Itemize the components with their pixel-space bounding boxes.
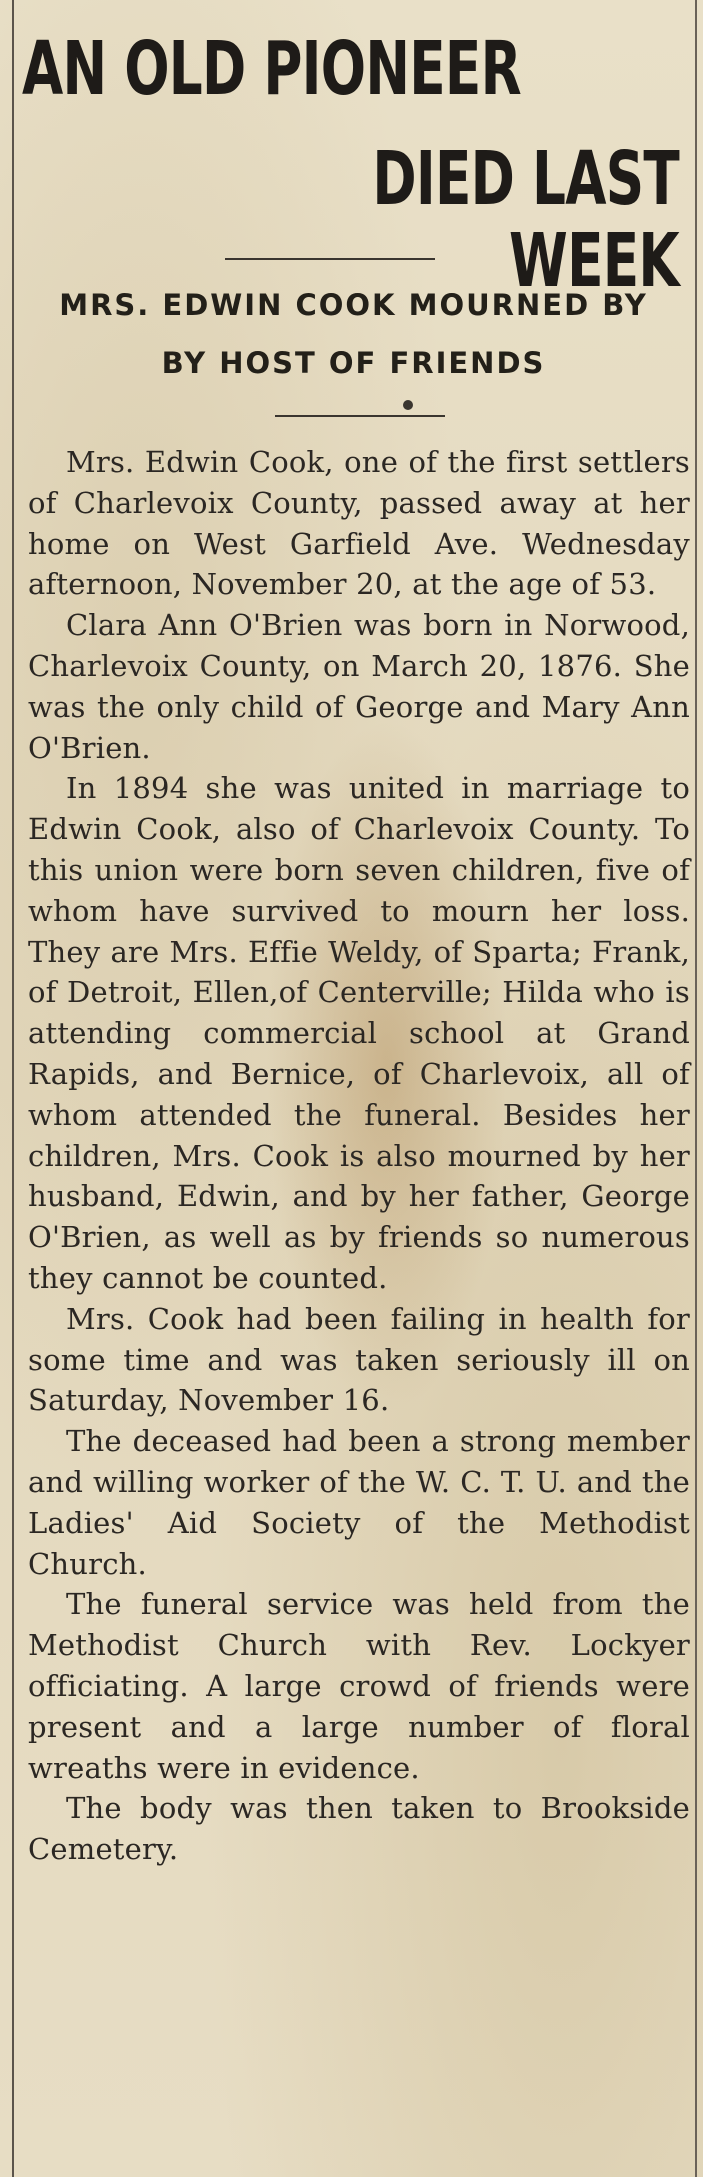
article-paragraph: In 1894 she was united in marriage to Edwin Cook, also of Charlevoix County. To this union were born seven children, five of whom have survived to mourn her loss. They are Mrs. Effie Weldy, of Sparta; Frank, of Detroit, Ellen,of Centerville; Hilda who is attending commercial school at Grand Rapids, and Bernice, of Charlevoix, all of whom attended the funeral. Besides her children, Mrs. Cook is also mourned by her husband, Edwin, and by her father, George O'Brien, as well as by friends so numerous they cannot be counted. [28, 771, 690, 1295]
subheadline-divider [275, 415, 445, 417]
article-paragraph: Clara Ann O'Brien was born in Norwood, Charlevoix County, on March 20, 1876. She was the only child of George and Mary Ann O'Brien. [28, 608, 690, 765]
article-paragraph: The funeral service was held from the Methodist Church with Rev. Lockyer officiating. A large crowd of friends were present and a large number of floral wreaths were in evidence. [28, 1587, 690, 1785]
article-body [28, 442, 690, 1870]
subheadline-line-1: MRS. EDWIN COOK MOURNED BY [59, 288, 648, 322]
column-rule-right [695, 0, 697, 2177]
subheadline-line-2: BY HOST OF FRIENDS [161, 346, 546, 380]
article-paragraph: The body was then taken to Brookside Cemetery. [28, 1791, 690, 1867]
ornament-dot [403, 400, 413, 410]
headline-divider [225, 258, 435, 260]
article-paragraph: Mrs. Edwin Cook, one of the first settlers of Charlevoix County, passed away at her home on West Garfield Ave. Wednesday afternoon, November 20, at the age of 53. [28, 445, 690, 602]
article-paragraph: The deceased had been a strong member and willing worker of the W. C. T. U. and the Ladies' Aid Society of the Methodist Church. [28, 1424, 690, 1581]
headline-line-1: AN OLD PIONEER [22, 26, 521, 112]
column-rule-left [12, 0, 14, 2177]
headline-line-2: DIED LAST WEEK [372, 136, 679, 304]
article-paragraph: Mrs. Cook had been failing in health for some time and was taken seriously ill on Saturday, November 16. [28, 1301, 690, 1418]
